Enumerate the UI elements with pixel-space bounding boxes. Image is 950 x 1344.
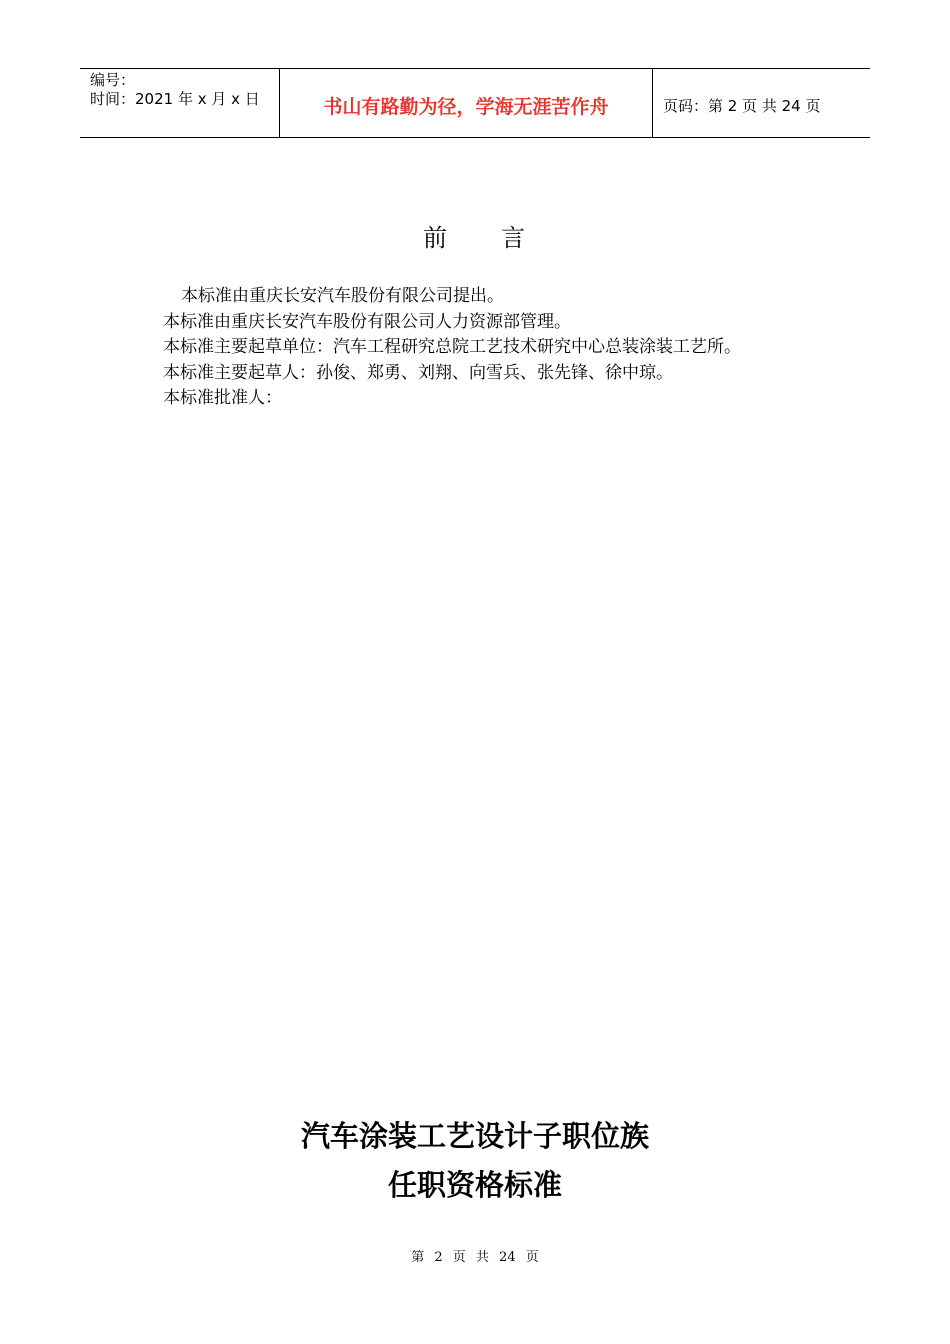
preface-line-drafting-unit: 本标准主要起草单位：汽车工程研究总院工艺技术研究中心总装涂装工艺所。 [163, 337, 741, 357]
preface-line-proposer: 本标准由重庆长安汽车股份有限公司提出。 [181, 286, 504, 306]
document-title-line-2: 任职资格标准 [387, 1168, 562, 1202]
page-footer: 第 2 页 共 24 页 [411, 1250, 539, 1265]
header-page-info: 页码：第 2 页 共 24 页 [663, 96, 821, 115]
preface-heading-char-1: 前 [423, 224, 449, 252]
preface-line-approver: 本标准批准人： [163, 388, 282, 408]
preface-line-manager: 本标准由重庆长安汽车股份有限公司人力资源部管理。 [163, 311, 571, 332]
preface-line-drafters: 本标准主要起草人：孙俊、郑勇、刘翔、向雪兵、张先锋、徐中琼。 [163, 362, 673, 383]
header-meta [80, 69, 280, 137]
document-date: 时间：2021 年 x 月 x 日 [90, 90, 260, 108]
document-number-label: 编号： [90, 71, 136, 89]
preface-heading-char-2: 言 [501, 224, 527, 252]
preface-body [163, 284, 863, 412]
preface-heading [0, 218, 950, 253]
document-title-line-1: 汽车涂装工艺设计子职位族 [300, 1119, 649, 1153]
header-motto: 书山有路勤为径，学海无涯苦作舟 [280, 69, 653, 137]
page-header [80, 68, 870, 138]
